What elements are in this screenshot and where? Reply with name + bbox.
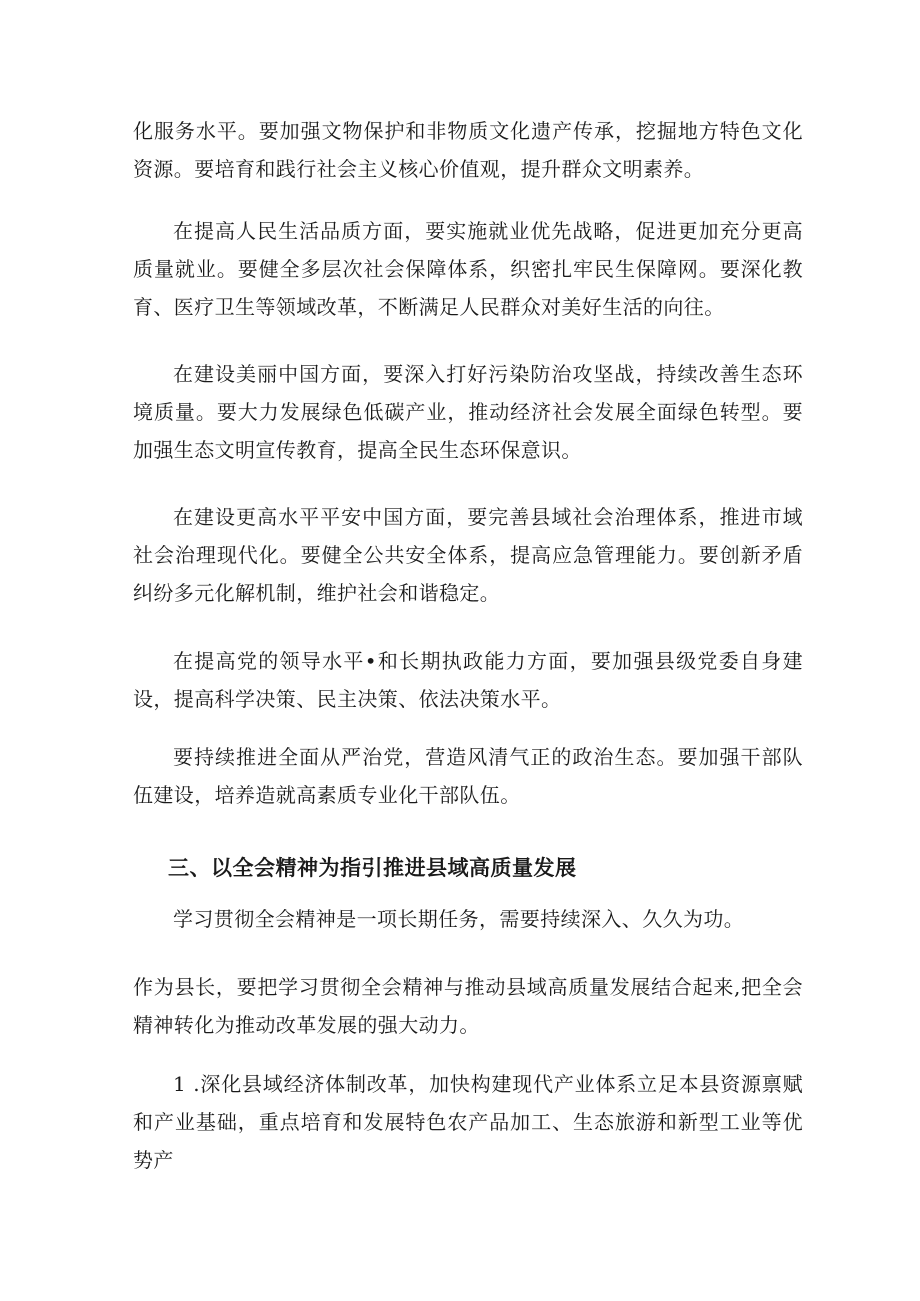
- paragraph-party-governance: 要持续推进全面从严治党，营造风清气正的政治生态。要加强干部队伍建设，培养造就高素质专业化干部队伍。: [133, 745, 803, 807]
- paragraph-beautiful-china: 在建设美丽中国方面，要深入打好污染防治攻坚战，持续改善生态环境质量。要大力发展绿色低碳产业，推动经济社会发展全面绿色转型。要加强生态文明宣传教育，提高全民生态环保意识。: [133, 362, 803, 462]
- section-heading-three: 三、以全会精神为指引推进县域高质量发展: [168, 856, 577, 880]
- paragraph-culture-continued: 化服务水平。要加强文物保护和非物质文化遗产传承，挖掘地方特色文化资源。要培育和践行社会主义核心价值观，提升群众文明素养。: [133, 119, 803, 181]
- paragraph-party-leadership: 在提高党的领导水平•和长期执政能力方面，要加强县级党委自身建设，提高科学决策、民主决策、依法决策水平。: [133, 649, 803, 711]
- paragraph-county-head: 作为县长，要把学习贯彻全会精神与推动县域高质量发展结合起来,把全会精神转化为推动改革发展的强大动力。: [133, 975, 803, 1037]
- paragraph-long-term-task: 学习贯彻全会精神是一项长期任务，需要持续深入、久久为功。: [173, 907, 745, 931]
- paragraph-item-one: 1 .深化县域经济体制改革，加快构建现代产业体系立足本县资源禀赋和产业基础，重点培育和发展特色农产品加工、生态旅游和新型工业等优势产: [133, 1072, 803, 1172]
- paragraph-safe-china: 在建设更高水平平安中国方面，要完善县域社会治理体系，推进市域社会治理现代化。要健全公共安全体系，提高应急管理能力。要创新矛盾纠纷多元化解机制，维护社会和谐稳定。: [133, 505, 803, 605]
- paragraph-living-standards: 在提高人民生活品质方面，要实施就业优先战略，促进更加充分更高质量就业。要健全多层次社会保障体系，织密扎牢民生保障网。要深化教育、医疗卫生等领域改革，不断满足人民群众对美好生活的向往。: [133, 219, 803, 319]
